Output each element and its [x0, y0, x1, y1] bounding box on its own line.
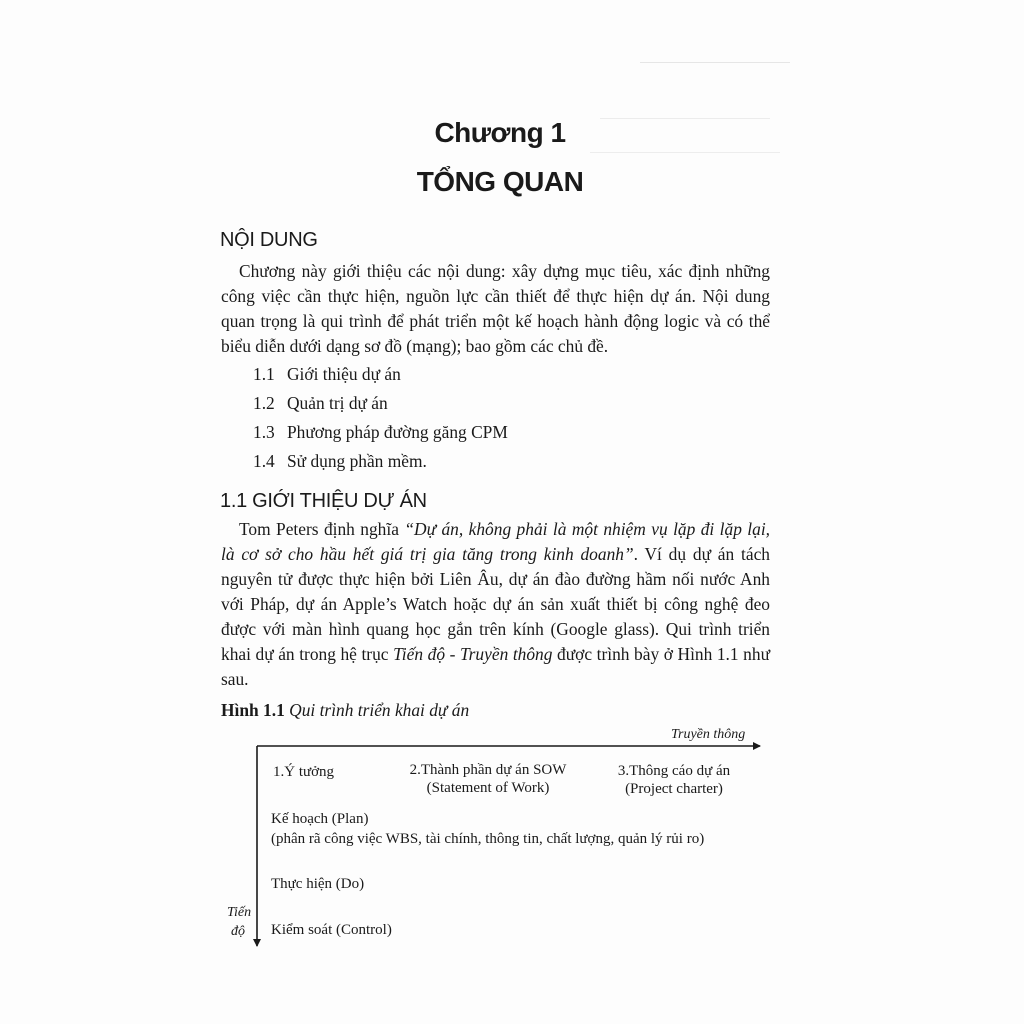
topic-number: 1.2: [253, 393, 275, 413]
chapter-number: Chương 1: [434, 117, 566, 148]
paragraph-text: . Ví dụ dự án tách nguyên tử được thực hiện bởi Liên Âu, dự án đào đường hầm nối nước Anh với Pháp, dự án Apple’s Watch hoặc dự án sản xuất thiết bị công nghệ đeo được với màn hình quang học gắn trên kính (Google glass). Qui trình triển khai dự án trong hệ trục: [221, 544, 770, 664]
chapter-title: TỔNG QUAN: [416, 166, 584, 197]
step-charter-subtitle: (Project charter): [625, 781, 723, 797]
y-axis-label-line1: Tiến: [227, 905, 252, 920]
topic-number: 1.1: [253, 364, 275, 384]
section-heading-1-1: 1.1 GIỚI THIỆU DỰ ÁN: [220, 490, 427, 512]
phase-do: Thực hiện (Do): [271, 876, 365, 892]
paragraph-text: được trình bày ở Hình 1.1 như sau.: [221, 644, 770, 689]
topic-text: Quản trị dự án: [287, 393, 388, 413]
topic-text: Sử dụng phần mềm.: [287, 451, 427, 471]
topic-number: 1.3: [253, 422, 275, 442]
figure-caption-text: Qui trình triển khai dự án: [289, 700, 470, 720]
x-axis-label: Truyền thông: [671, 727, 746, 742]
phase-plan-detail: (phân rã công việc WBS, tài chính, thông tin, chất lượng, quản lý rủi ro): [271, 831, 705, 847]
section-heading-content: NỘI DUNG: [220, 229, 318, 251]
topic-text: Giới thiệu dự án: [287, 364, 401, 384]
quote-text: “Dự án, không phải là một nhiệm vụ lặp đi lặp lại, là cơ sở cho hầu hết giá trị gia tăng trong kinh doanh”: [221, 519, 771, 564]
paragraph-text: Tom Peters định nghĩa: [239, 519, 405, 539]
phase-plan: Kế hoạch (Plan): [271, 811, 369, 827]
step-sow-title: 2.Thành phần dự án SOW: [409, 762, 567, 778]
step-sow: [396, 762, 580, 797]
axis-phrase: Tiến độ - Truyền thông: [393, 644, 553, 664]
step-idea: 1.Ý tưởng: [273, 764, 335, 780]
phase-control: Kiểm soát (Control): [271, 922, 392, 938]
topic-number: 1.4: [253, 451, 275, 471]
y-axis-label-line2: độ: [231, 924, 245, 939]
step-charter: [606, 763, 742, 798]
figure-label: Hình 1.1: [221, 700, 285, 720]
step-charter-title: 3.Thông cáo dự án: [617, 763, 731, 779]
step-sow-subtitle: (Statement of Work): [426, 780, 550, 796]
topic-text: Phương pháp đường găng CPM: [287, 422, 508, 442]
content-paragraph: Chương này giới thiệu các nội dung: xây dựng mục tiêu, xác định những công việc cần thực hiện, nguồn lực cần thiết để thực hiện dự án. Nội dung quan trọng là qui trình để phát triển một kế hoạch hành động logic và có thể biểu diễn dưới dạng sơ đồ (mạng); bao gồm các chủ đề.: [221, 261, 770, 356]
